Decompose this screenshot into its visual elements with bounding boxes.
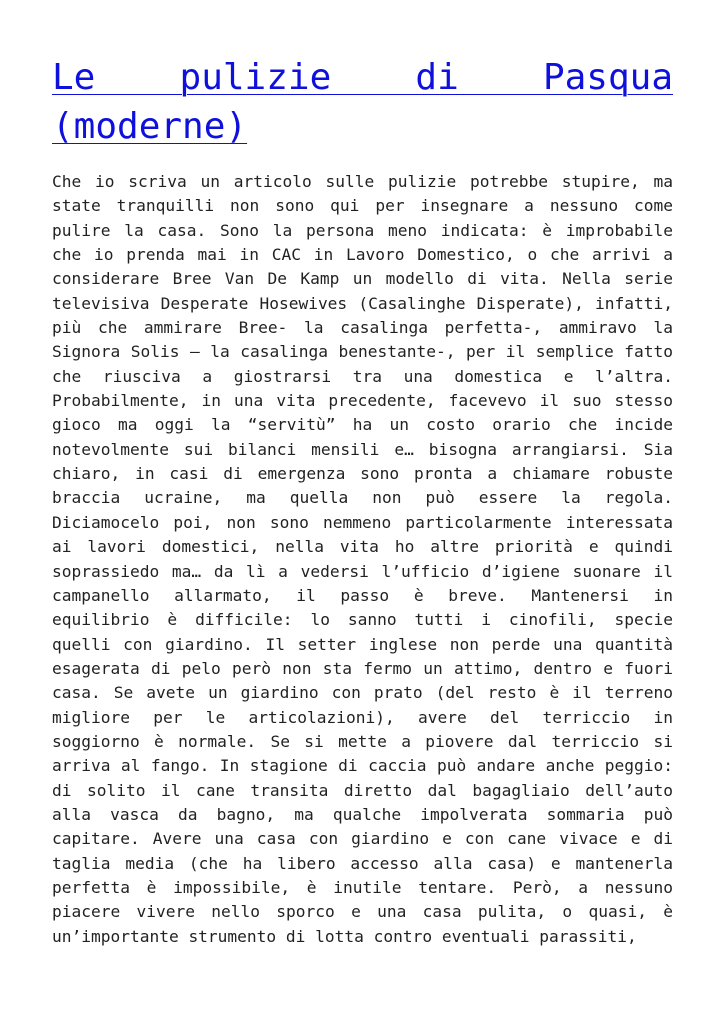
article-body: Che io scriva un articolo sulle pulizie potrebbe stupire, ma state tranquilli non sono qui per insegnare a nessuno come pulire la casa. Sono la persona meno indicata: è improbabile che io prenda mai in CAC in Lavoro Domestico, o che arrivi a considerare Bree Van De Kamp un modello di vita. Nella serie televisiva Desperate Hosewives (Casalinghe Disperate), infatti, più che ammirare Bree- la casalinga perfetta-, ammiravo la Signora Solis – la casalinga benestante-, per il semplice fatto che riusciva a giostrarsi tra una domestica e l’altra. Probabilmente, in una vita precedente, facevevo il suo stesso gioco ma oggi la “servitù” ha un costo orario che incide notevolmente sui bilanci mensili e… bisogna arrangiarsi. Sia chiaro, in casi di emergenza sono pronta a chiamare robuste braccia ucraine, ma quella non può essere la regola. Diciamocelo poi, non sono nemmeno particolarmente interessata ai lavori domestici, nella vita ho altre priorità e quindi soprassiedo ma… da lì a vedersi l’ufficio d’igiene suonare il campanello allarmato, il passo è breve. Mantenersi in equilibrio è difficile: lo sanno tutti i cinofili, specie quelli con giardino. Il setter inglese non perde una quantità esagerata di pelo però non sta fermo un attimo, dentro e fuori casa. Se avete un giardino con prato (del resto è il terreno migliore per le articolazioni), avere del terriccio in soggiorno è normale. Se si mette a piovere dal terriccio si arriva al fango. In stagione di caccia può andare anche peggio: di solito il cane transita diretto dal bagagliaio dell’auto alla vasca da bagno, ma qualche impolverata sommaria può capitare. Avere una casa con giardino e con cane vivace e di taglia media (che ha libero accesso alla casa) e mantenerla perfetta è impossibile, è inutile tentare. Però, a nessuno piacere vivere nello sporco e una casa pulita, o quasi, è un’importante strumento di lotta contro eventuali parassiti, (52, 172, 673, 946)
article-title (52, 0, 673, 151)
article (52, 0, 673, 949)
article-title-link[interactable]: Le pulizie di Pasqua (moderne) (52, 57, 673, 147)
